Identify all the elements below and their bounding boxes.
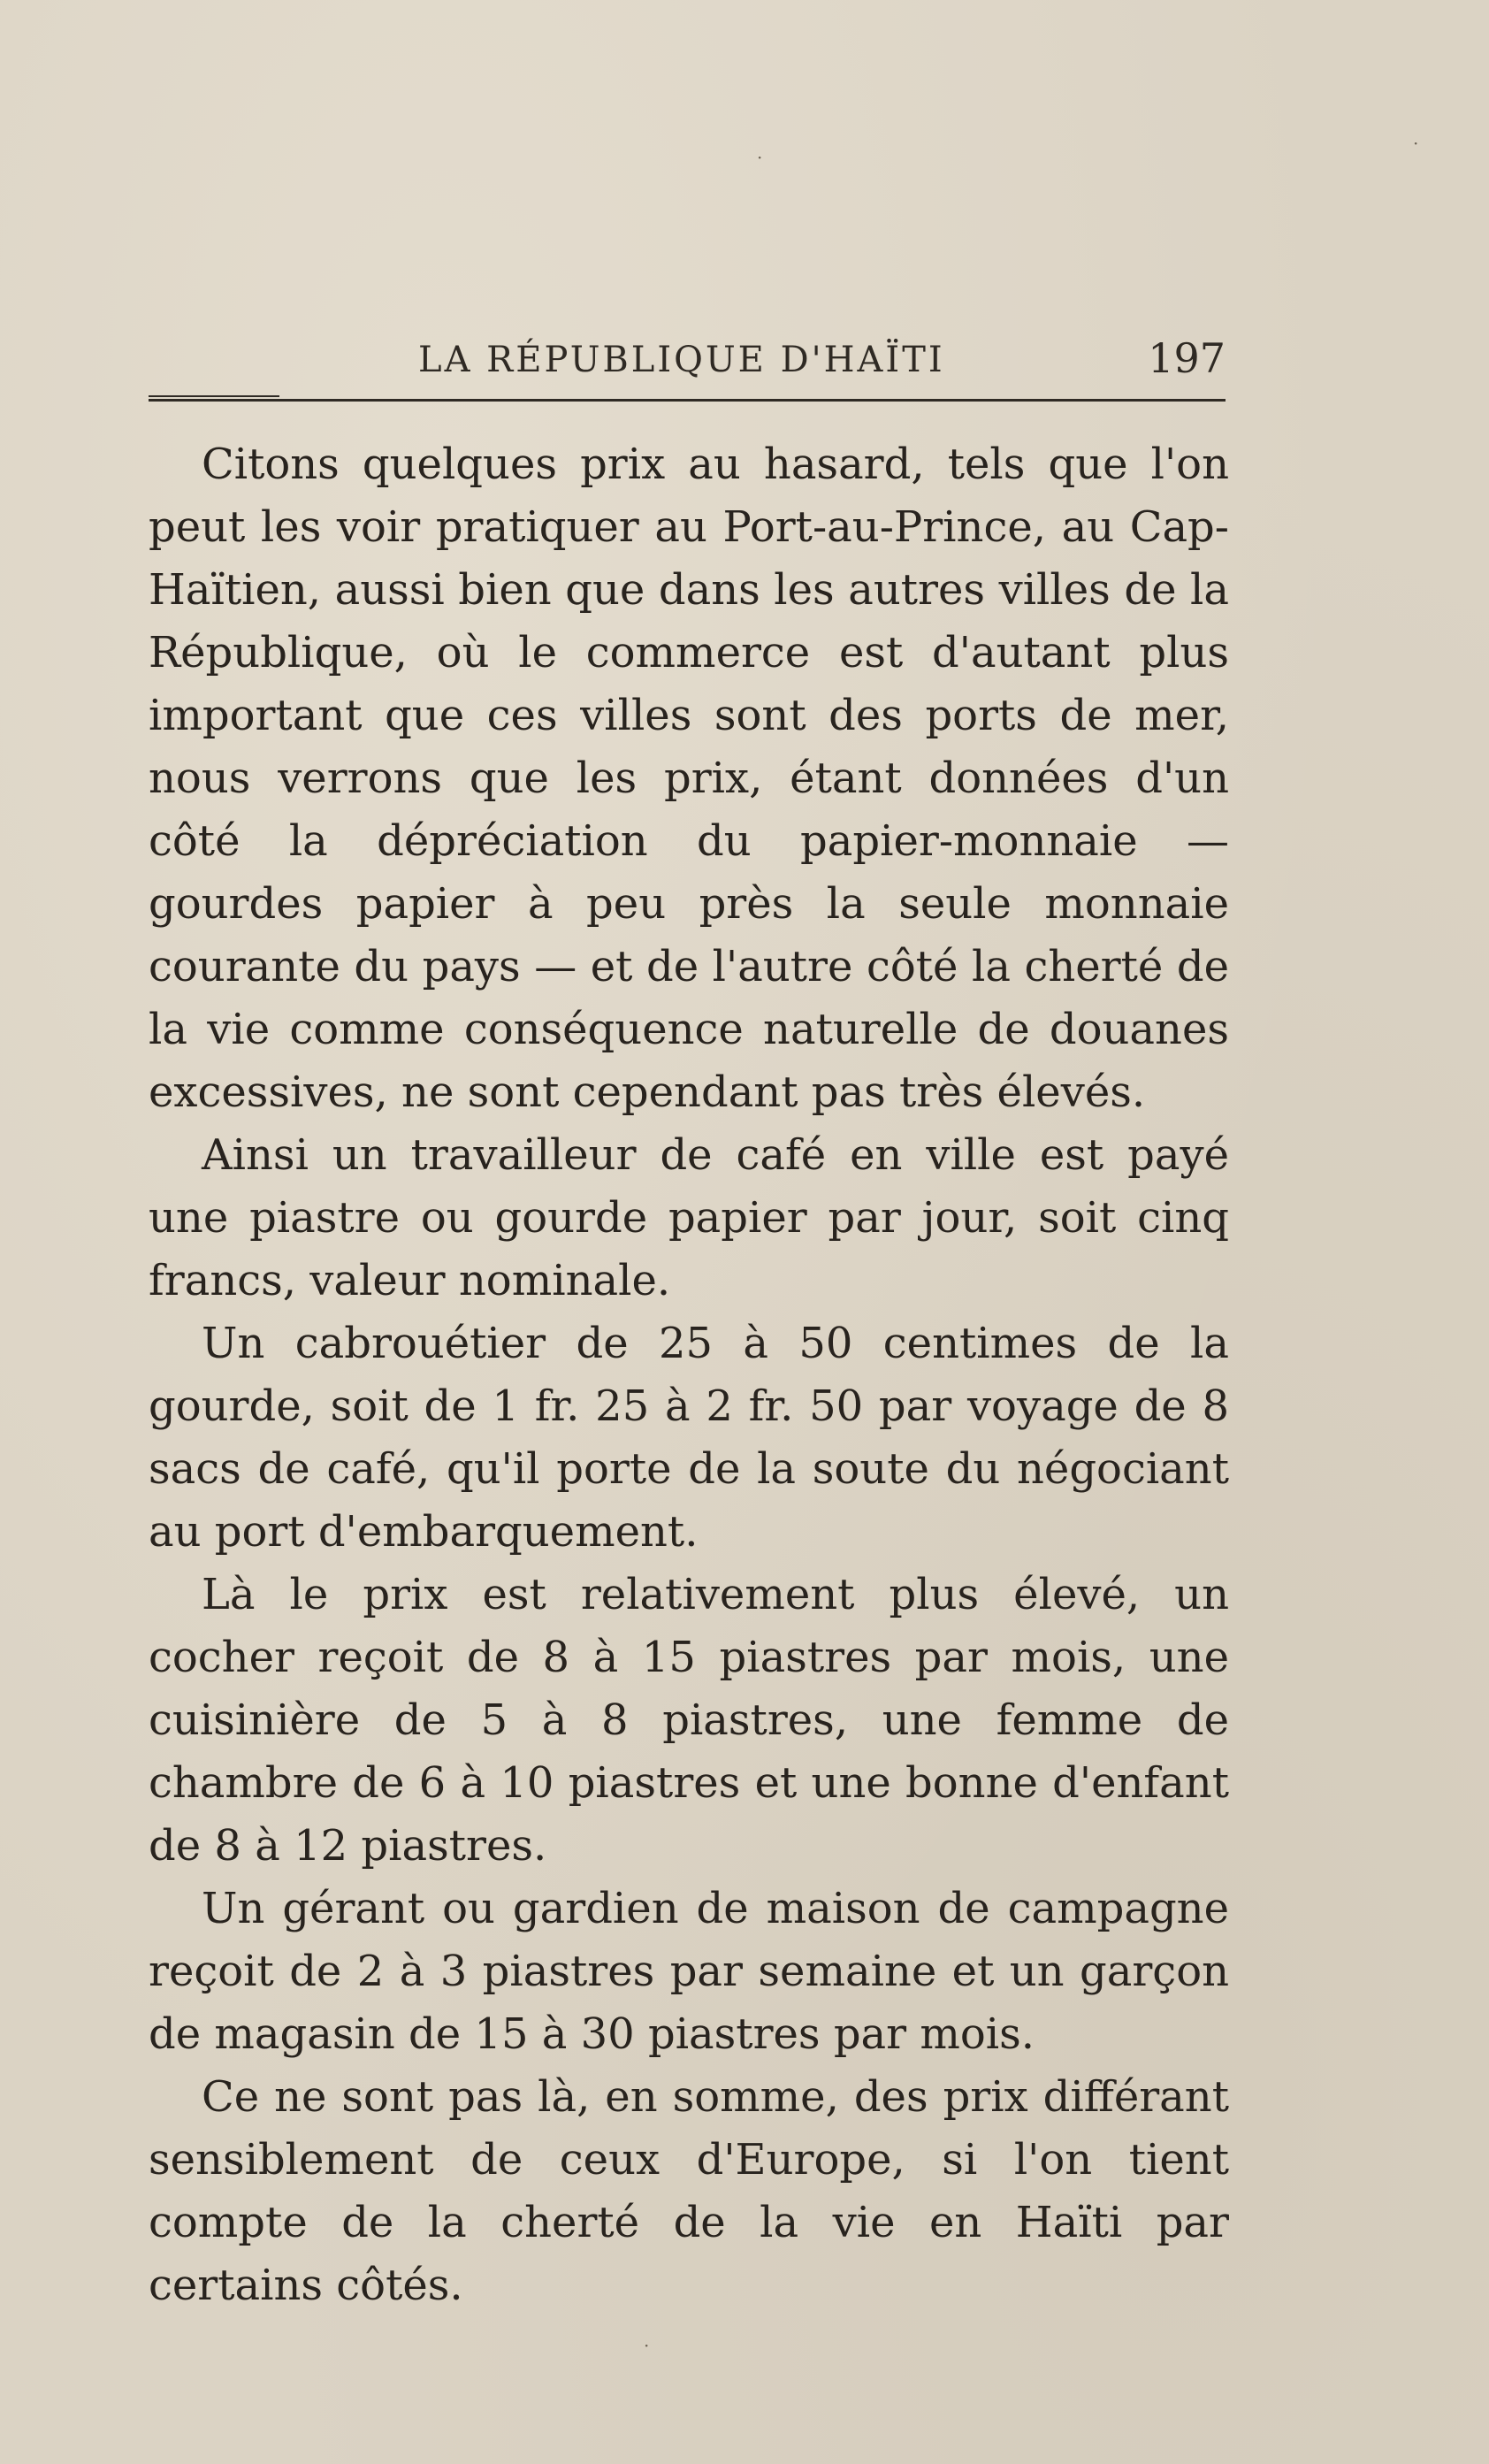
running-title: LA RÉPUBLIQUE D'HAÏTI bbox=[418, 340, 945, 380]
body-text bbox=[149, 433, 1229, 2317]
header-rule-short bbox=[149, 395, 279, 397]
paragraph: Citons quelques prix au hasard, tels que l'on peut les voir pratiquer au Port-au-Prince, au Cap-Haïtien, aussi bien que dans les autres villes de la République, où le commerce est d'autant plus important que ces villes sont des ports de mer, nous verrons que les prix, étant données d'un côté la dépréciation du papier-monnaie — gourdes papier à peu près la seule monnaie courante du pays — et de l'autre côté la cherté de la vie comme conséquence naturelle de douanes excessives, ne sont cependant pas très élevés. bbox=[149, 440, 1229, 1117]
running-head bbox=[149, 334, 1229, 396]
header-rule bbox=[149, 399, 1226, 402]
paragraph: Un gérant ou gardien de maison de campagne reçoit de 2 à 3 piastres par semaine et un garçon de magasin de 15 à 30 piastres par mois. bbox=[149, 1884, 1229, 2059]
paper-speck: · bbox=[644, 2335, 650, 2356]
paragraph: Là le prix est relativement plus élevé, un cocher reçoit de 8 à 15 piastres par mois, une cuisinière de 5 à 8 piastres, une femme de chambre de 6 à 10 piastres et une bonne d'enfant de 8 à 12 piastres. bbox=[149, 1570, 1229, 1871]
paragraph: Ce ne sont pas là, en somme, des prix différant sensiblement de ceux d'Europe, si l'on tient compte de la cherté de la vie en Haïti par certains côtés. bbox=[149, 2072, 1229, 2310]
page-number: 197 bbox=[1148, 334, 1226, 382]
paragraph: Un cabrouétier de 25 à 50 centimes de la gourde, soit de 1 fr. 25 à 2 fr. 50 par voyage de 8 sacs de café, qu'il porte de la soute du négociant au port d'embarquement. bbox=[149, 1319, 1229, 1557]
paper-speck: · bbox=[757, 147, 763, 168]
paragraph: Ainsi un travailleur de café en ville est payé une piastre ou gourde papier par jour, soit cinq francs, valeur nominale. bbox=[149, 1130, 1229, 1305]
paper-speck: · bbox=[1413, 133, 1419, 154]
